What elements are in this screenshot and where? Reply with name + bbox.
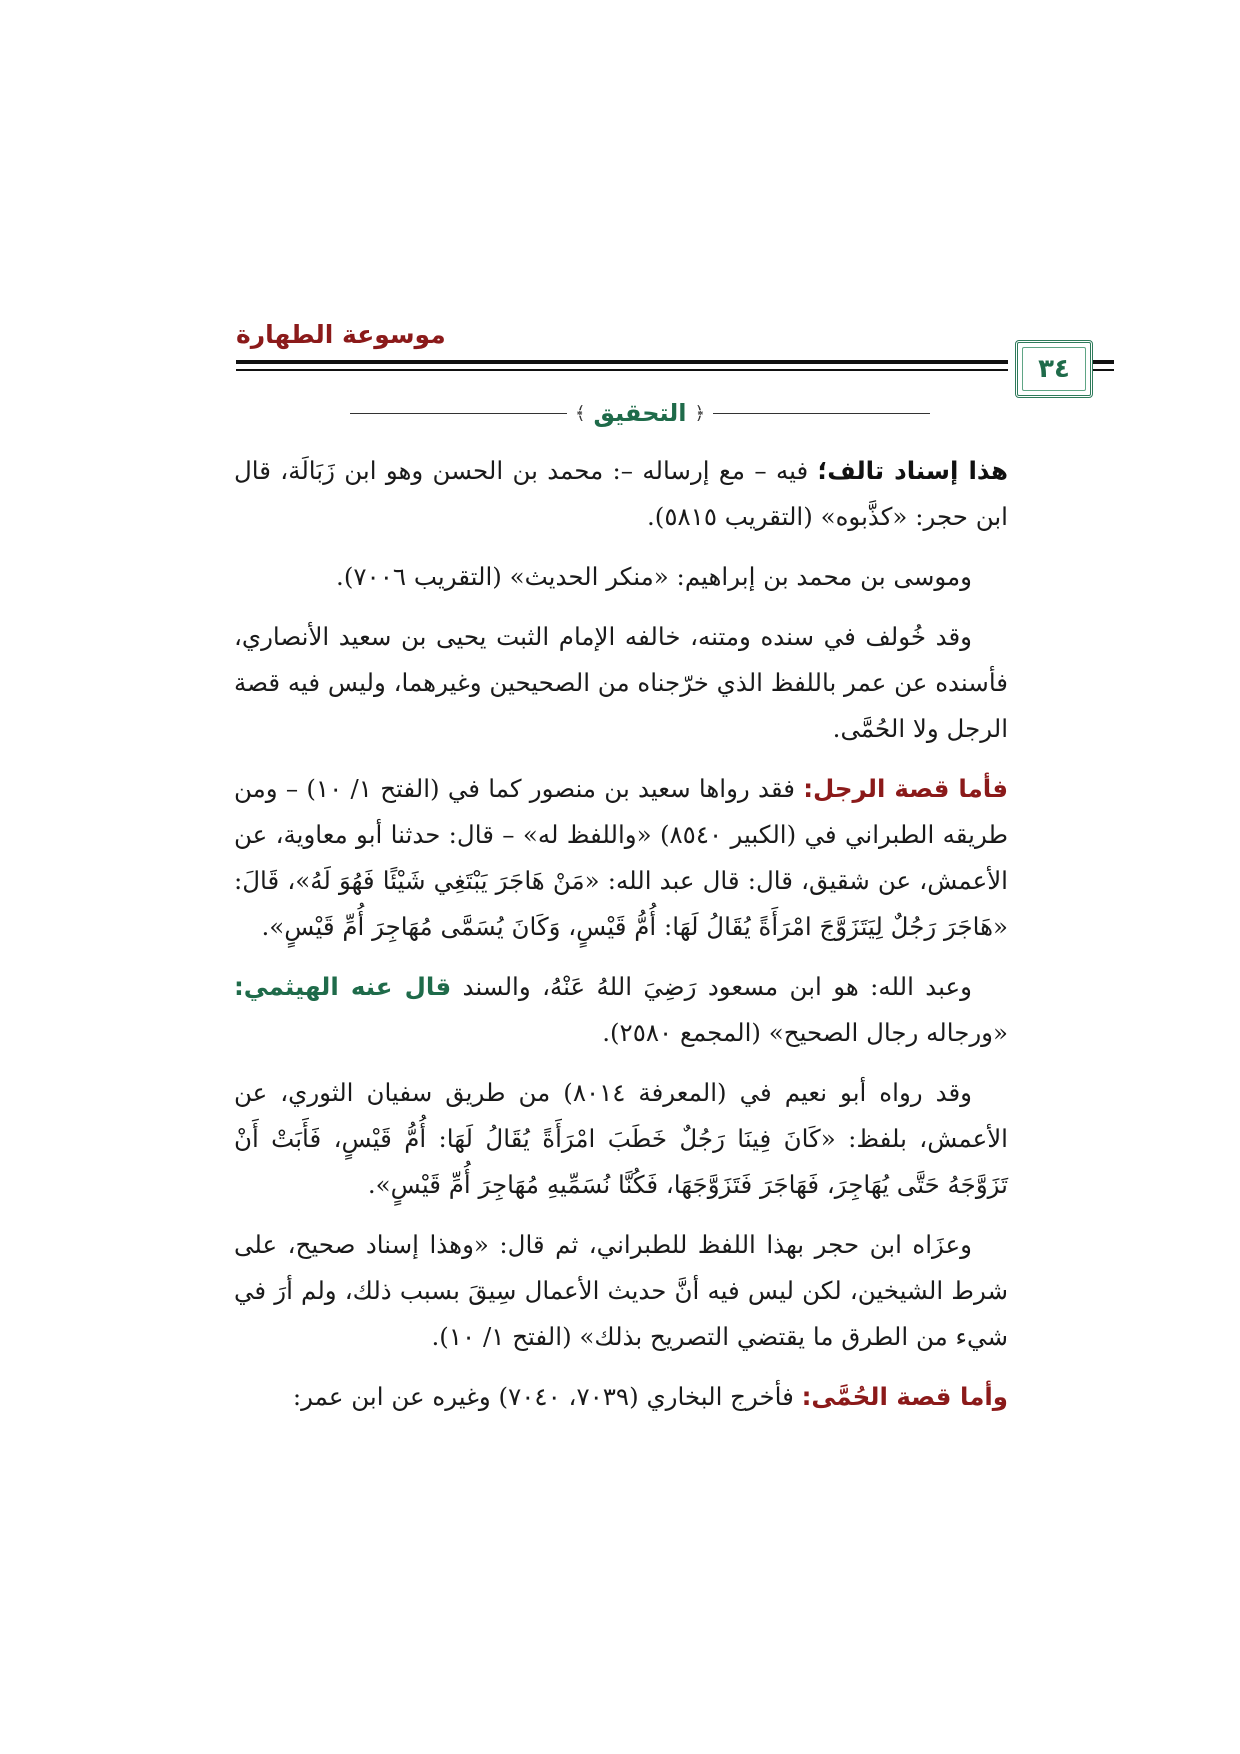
paragraph: [234, 1222, 1008, 1360]
paragraph-text: وعبد الله: هو ابن مسعود رَضِيَ اللهُ عَنْهُ، والسند: [451, 972, 973, 1001]
header-rule: [236, 369, 1008, 371]
paragraph-label: هذا إسناد تالف؛: [817, 456, 1008, 485]
page-number: ٣٤: [1038, 354, 1070, 384]
header-rule: [236, 360, 1008, 364]
paragraph-label: فأما قصة الرجل:: [803, 774, 1009, 803]
page-number-frame: [1015, 340, 1093, 398]
paragraph-text: وقد خُولف في سنده ومتنه، خالفه الإمام الثبت يحيى بن سعيد الأنصاري، فأسنده عن عمر باللفظ الذي خرّجناه من الصحيحين وغيرهما، وليس فيه قصة الرجل ولا الحُمَّى.: [234, 622, 1008, 743]
paragraph-label: وأما قصة الحُمَّى:: [801, 1382, 1008, 1411]
paragraph-text: «ورجاله رجال الصحيح» (المجمع ٢٥٨٠).: [602, 1018, 1008, 1047]
ornament-icon: ﴿: [694, 402, 706, 424]
section-heading: [350, 396, 930, 430]
header-rule: [1092, 360, 1114, 364]
heading-line: [713, 413, 930, 414]
paragraph-text: فأخرج البخاري (٧٠٣٩، ٧٠٤٠) وغيره عن ابن عمر:: [292, 1382, 802, 1411]
heading-line: [350, 413, 567, 414]
paragraph: [234, 1070, 1008, 1208]
paragraph: [234, 554, 1008, 600]
book-title: موسوعة الطهارة: [236, 320, 446, 349]
paragraph-text: وموسى بن محمد بن إبراهيم: «منكر الحديث» (التقريب ٧٠٠٦).: [336, 562, 972, 591]
ornament-icon: ﴾: [574, 402, 586, 424]
header-rule: [1092, 369, 1114, 371]
section-title: التحقيق: [593, 399, 687, 427]
paragraph-text: فقد رواها سعيد بن منصور كما في (الفتح ١/ ١٠) – ومن طريقه الطبراني في (الكبير ٨٥٤٠) «واللفظ له» – قال: حدثنا أبو معاوية، عن الأعمش، عن شقيق، قال: قال عبد الله: «مَنْ هَاجَرَ يَبْتَغِي شَيْئًا فَهُوَ لَهُ»، قَالَ: «هَاجَرَ رَجُلٌ لِيَتَزَوَّجَ امْرَأَةً يُقَالُ لَهَا: أُمُّ قَيْسٍ، وَكَانَ يُسَمَّى مُهَاجِرَ أُمِّ قَيْسٍ».: [234, 774, 1008, 941]
paragraph-text: فيه – مع إرساله –: محمد بن الحسن وهو ابن زَبَالَة، قال ابن حجر: «كذَّبوه» (التقريب ٥٨١٥).: [234, 456, 1008, 531]
paragraph-label: قال عنه الهيثمي:: [234, 972, 452, 1001]
body-text: [234, 448, 1008, 1434]
paragraph-text: وعزَاه ابن حجر بهذا اللفظ للطبراني، ثم قال: «وهذا إسناد صحيح، على شرط الشيخين، لكن ليس فيه أنَّ حديث الأعمال سِيقَ بسبب ذلك، ولم أرَ في شيء من الطرق ما يقتضي التصريح بذلك» (الفتح ١/ ١٠).: [234, 1230, 1008, 1351]
paragraph: [234, 448, 1008, 540]
paragraph: [234, 964, 1008, 1056]
paragraph: [234, 614, 1008, 752]
paragraph-text: وقد رواه أبو نعيم في (المعرفة ٨٠١٤) من طريق سفيان الثوري، عن الأعمش، بلفظ: «كَانَ فِينَا رَجُلٌ خَطَبَ امْرَأَةً يُقَالُ لَهَا: أُمُّ قَيْسٍ، فَأَبَتْ أَنْ تَزَوَّجَهُ حَتَّى يُهَاجِرَ، فَهَاجَرَ فَتَزَوَّجَهَا، فَكُنَّا نُسَمِّيهِ مُهَاجِرَ أُمِّ قَيْسٍ».: [234, 1078, 1008, 1199]
paragraph: [234, 766, 1008, 950]
paragraph: [234, 1374, 1008, 1420]
